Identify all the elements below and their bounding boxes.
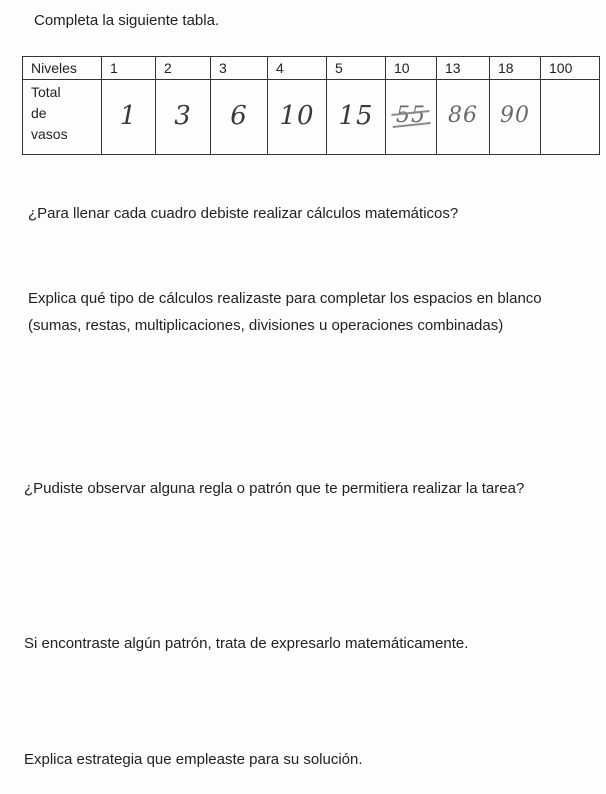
level-cell: 18 — [490, 57, 541, 80]
level-cell: 13 — [437, 57, 490, 80]
answer-cell[interactable] — [386, 80, 437, 155]
answer-cell[interactable]: 90 — [490, 80, 541, 155]
question-3: ¿Pudiste observar alguna regla o patrón que te permitiera realizar la tarea? — [24, 480, 525, 497]
table-row-levels — [23, 57, 600, 80]
answer-cell[interactable]: 1 — [102, 80, 156, 155]
answer-cell[interactable]: 6 — [211, 80, 268, 155]
row-label-line: vasos — [31, 126, 68, 142]
row-label-levels: Niveles — [23, 57, 102, 80]
question-4: Si encontraste algún patrón, trata de expresarlo matemáticamente. — [24, 635, 469, 652]
answer-cell[interactable]: 10 — [268, 80, 327, 155]
answer-cell[interactable] — [541, 80, 600, 155]
level-cell: 5 — [327, 57, 386, 80]
question-1: ¿Para llenar cada cuadro debiste realizar cálculos matemáticos? — [28, 205, 459, 222]
level-cell: 100 — [541, 57, 600, 80]
question-5: Explica estrategia que empleaste para su solución. — [24, 751, 363, 768]
level-cell: 3 — [211, 57, 268, 80]
row-label-line: Total — [31, 84, 61, 100]
level-cell: 2 — [156, 57, 211, 80]
level-cell: 4 — [268, 57, 327, 80]
table-row-totals — [23, 80, 600, 155]
level-cell: 10 — [386, 57, 437, 80]
levels-table — [22, 56, 600, 155]
row-label-line: de — [31, 105, 47, 121]
row-label-totals — [23, 80, 102, 155]
level-cell: 1 — [102, 57, 156, 80]
instruction-text: Completa la siguiente tabla. — [34, 12, 220, 29]
question-2: Explica qué tipo de cálculos realizaste para completar los espacios en blanco (sumas, restas, multiplicaciones, divisiones u operaciones combinadas) — [28, 290, 542, 334]
answer-cell[interactable]: 3 — [156, 80, 211, 155]
answer-cell[interactable]: 86 — [437, 80, 490, 155]
answer-value-crossed: 55 — [396, 80, 426, 152]
answer-cell[interactable]: 15 — [327, 80, 386, 155]
